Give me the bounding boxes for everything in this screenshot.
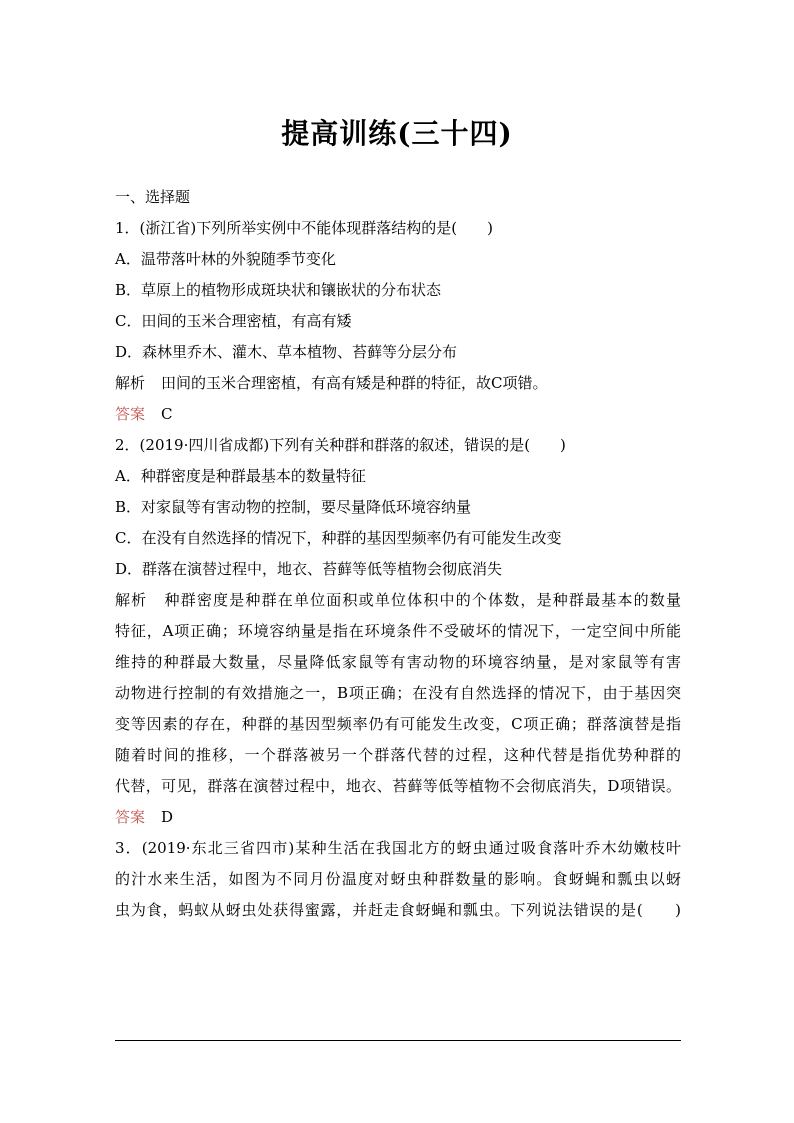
question-2-option-c: C．在没有自然选择的情况下，种群的基因型频率仍有可能发生改变 [115,529,562,547]
document-body [115,182,681,926]
question-3-stem-line: 3．(2019·东北三省四市)某种生活在我国北方的蚜虫通过吸食落叶乔木幼嫩枝叶 [115,839,681,857]
question-1-option-c: C．田间的玉米合理密植，有高有矮 [115,312,352,330]
question-2-analysis-line: 随着时间的推移，一个群落被另一个群落代替的过程，这种代替是指优势种群的 [115,746,681,764]
question-3-stem-line: 虫为食，蚂蚁从蚜虫处获得蜜露，并赶走食蚜蝇和瓢虫。下列说法错误的是( ) [115,901,681,919]
question-2-option-d: D．群落在演替过程中，地衣、苔藓等低等植物会彻底消失 [115,560,503,578]
question-2-answer [115,802,681,833]
question-1-option-a: A．温带落叶林的外貌随季节变化 [115,250,336,268]
analysis-text: 种群密度是种群在单位面积或单位体积中的个体数，是种群最基本的数量 [163,591,681,609]
answer-value: D [161,808,174,826]
question-2-stem: 2．(2019·四川省成都)下列有关种群和群落的叙述，错误的是( ) [115,436,566,454]
analysis-label: 解析 [115,591,148,609]
question-1-analysis [115,368,681,399]
question-2-analysis-line: 特征，A项正确；环境容纳量是指在环境条件不受破坏的情况下，一定空间中所能 [115,622,681,640]
analysis-text: 田间的玉米合理密植，有高有矮是种群的特征，故C项错。 [161,374,548,392]
footer-divider [115,1040,681,1041]
question-2-analysis-line: 动物进行控制的有效措施之一，B项正确；在没有自然选择的情况下，由于基因突 [115,684,681,702]
question-1-stem: 1．(浙江省)下列所举实例中不能体现群落结构的是( ) [115,219,493,237]
question-1-option-d: D．森林里乔木、灌木、草本植物、苔藓等分层分布 [115,343,458,361]
question-2-analysis-line: 代替，可见，群落在演替过程中，地衣、苔藓等低等植物不会彻底消失，D项错误。 [115,777,681,795]
question-2-analysis-line: 维持的种群最大数量，尽量降低家鼠等有害动物的环境容纳量，是对家鼠等有害 [115,653,681,671]
answer-label: 答案 [115,808,146,826]
question-1-option-b: B．草原上的植物形成斑块状和镶嵌状的分布状态 [115,281,442,299]
question-2-analysis-line: 变等因素的存在，种群的基因型频率仍有可能发生改变，C项正确；群落演替是指 [115,715,681,733]
analysis-label: 解析 [115,374,146,392]
answer-label: 答案 [115,405,146,423]
question-2-option-b: B．对家鼠等有害动物的控制，要尽量降低环境容纳量 [115,498,472,516]
page-title: 提高训练(三十四) [281,117,513,150]
question-1-answer [115,399,681,430]
question-3-stem-line: 的汁水来生活，如图为不同月份温度对蚜虫种群数量的影响。食蚜蝇和瓢虫以蚜 [115,870,681,888]
question-2-option-a: A．种群密度是种群最基本的数量特征 [115,467,366,485]
section-heading: 一、选择题 [115,188,191,206]
question-2-analysis-line [115,585,681,616]
answer-value: C [161,405,173,423]
